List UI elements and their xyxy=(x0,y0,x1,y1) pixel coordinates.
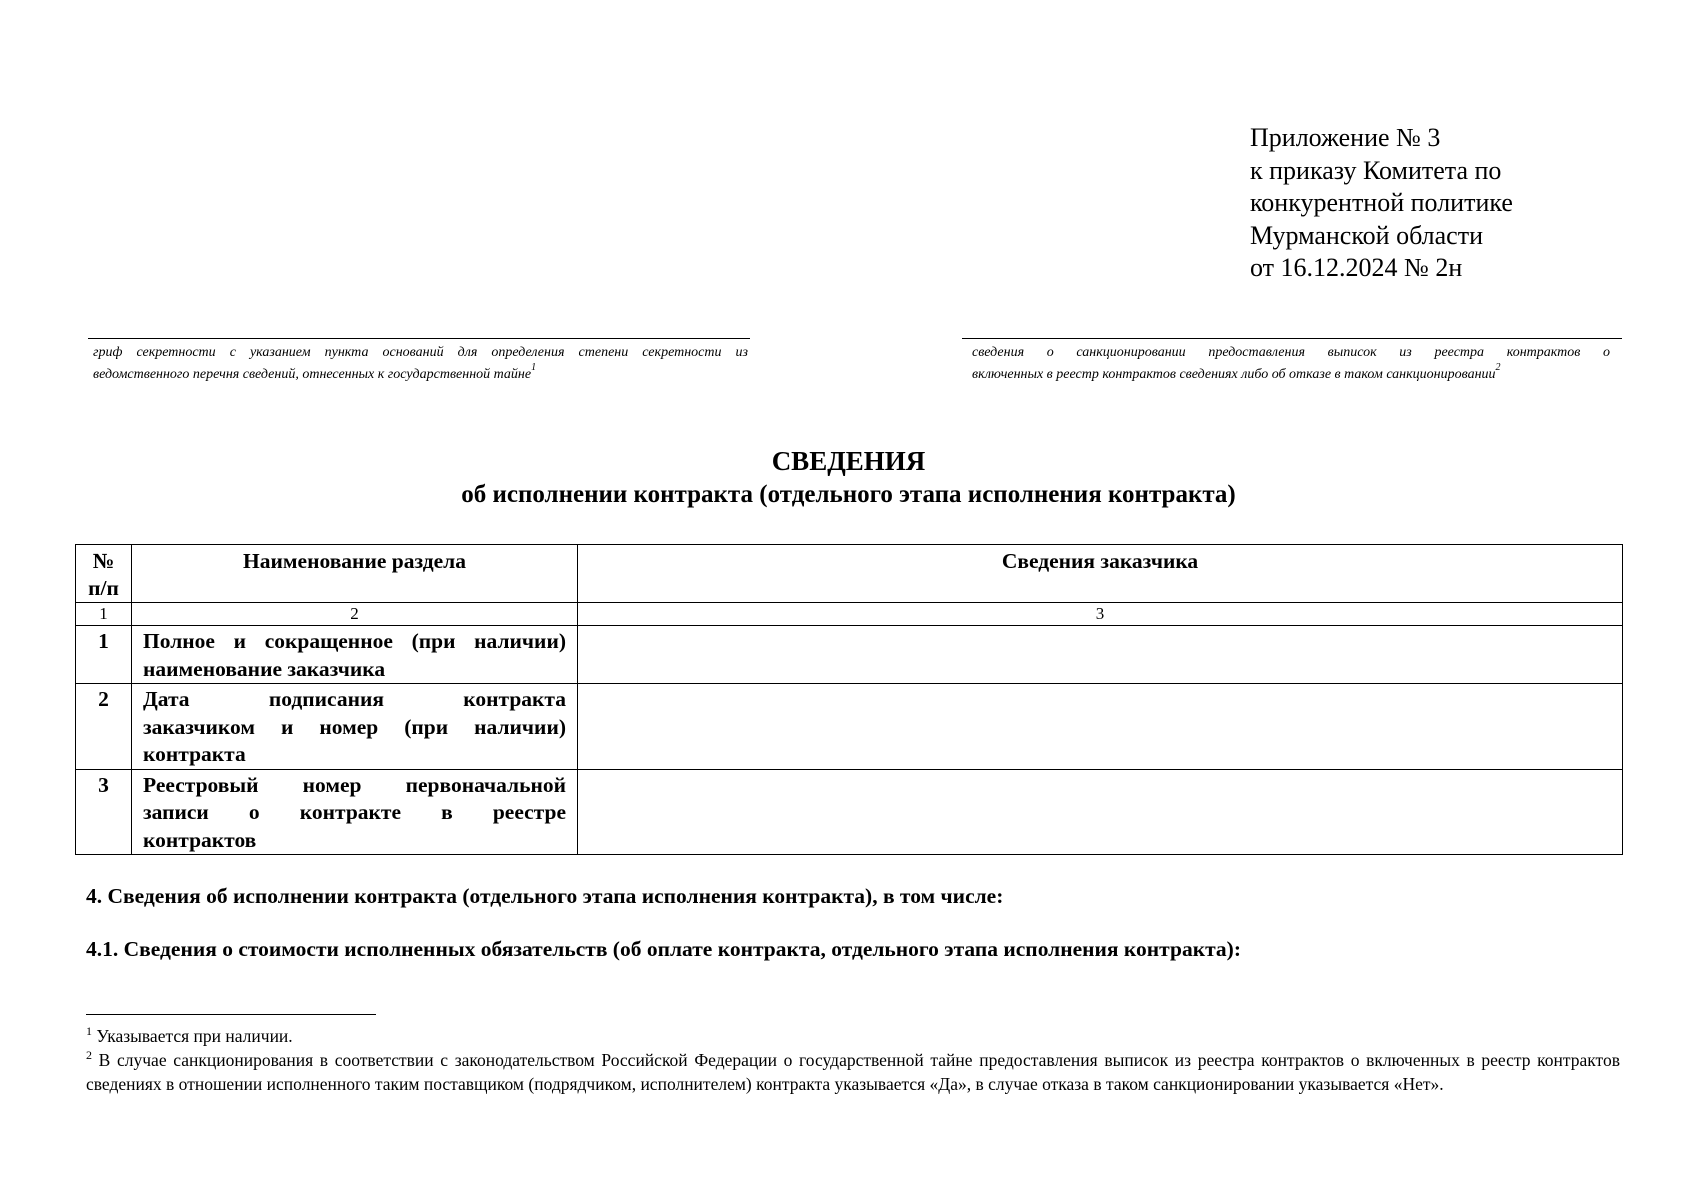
footnote-separator xyxy=(86,1014,376,1015)
row-number: 3 xyxy=(76,769,132,855)
appendix-line-5: от 16.12.2024 № 2н xyxy=(1250,253,1463,282)
row-section-name: Реестровый номер первоначальной записи о контракте в реестре контрактов xyxy=(132,769,578,855)
footnote-1-text: Указывается при наличии. xyxy=(92,1026,293,1046)
footnotes xyxy=(86,1024,1620,1096)
document-title: СВЕДЕНИЯ xyxy=(771,446,926,476)
table-header-row xyxy=(76,545,1623,603)
row-customer-info-cell[interactable] xyxy=(578,684,1623,770)
section-4-heading: 4. Сведения об исполнении контракта (отдельного этапа исполнения контракта), в том числе: xyxy=(86,884,1004,908)
header-number: № п/п xyxy=(76,545,132,603)
section-4-1-heading: 4.1. Сведения о стоимости исполненных обязательств (об оплате контракта, отдельного этапа исполнения контракта): xyxy=(86,937,1241,961)
appendix-line-4: Мурманской области xyxy=(1250,220,1483,250)
sanction-info-caption-line-1: сведения о санкционировании предоставления выписок из реестра контрактов о xyxy=(972,345,1610,360)
document-subtitle: об исполнении контракта (отдельного этапа исполнения контракта) xyxy=(461,481,1236,508)
row-number: 2 xyxy=(76,684,132,770)
sanction-info-caption-text: включенных в реестр контрактов сведениях либо об отказе в таком санкционировании xyxy=(972,367,1496,382)
sanction-info-field xyxy=(962,338,1622,386)
table-row xyxy=(76,626,1623,684)
row-section-name: Полное и сокращенное (при наличии) наименование заказчика xyxy=(132,626,578,684)
table-row xyxy=(76,769,1623,855)
appendix-line-1: Приложение № 3 xyxy=(1250,123,1441,152)
appendix-line-3: конкурентной политике xyxy=(1250,188,1513,217)
secrecy-stamp-caption-line-1: гриф секретности с указанием пункта оснований для определения степени секретности из xyxy=(93,345,748,360)
footnote-ref-1: 1 xyxy=(531,362,537,373)
secrecy-stamp-underline xyxy=(88,338,750,339)
row-section-name: Дата подписания контракта заказчиком и номер (при наличии) контракта xyxy=(132,684,578,770)
column-number-row xyxy=(76,603,1623,626)
column-number-3: 3 xyxy=(578,603,1623,626)
row-number: 1 xyxy=(76,626,132,684)
footnote-2-mark: 2 xyxy=(86,1048,92,1062)
contract-info-table xyxy=(75,544,1623,855)
secrecy-stamp-caption-text: ведомственного перечня сведений, отнесенных к государственной тайне xyxy=(93,367,532,382)
header-section-name: Наименование раздела xyxy=(132,545,578,603)
appendix-block xyxy=(1250,122,1513,285)
column-number-2: 2 xyxy=(132,603,578,626)
secrecy-stamp-caption-line-2 xyxy=(93,364,748,386)
footnote-ref-2: 2 xyxy=(1495,362,1501,373)
header-customer-info: Сведения заказчика xyxy=(578,545,1623,603)
sanction-info-underline xyxy=(962,338,1622,339)
table-row xyxy=(76,684,1623,770)
column-number-1: 1 xyxy=(76,603,132,626)
row-customer-info-cell[interactable] xyxy=(578,769,1623,855)
footnote-1 xyxy=(86,1024,1620,1048)
footnote-2-text: В случае санкционирования в соответствии с законодательством Российской Федерации о государственной тайне предоставления выписок из реестра контрактов о включенных в реестр контрактов сведениях в отношении исполненного таким поставщиком (подрядчиком, исполнителем) контракта указывается «Да», в случае отказа в таком санкционировании указывается «Нет». xyxy=(86,1050,1620,1094)
footnote-1-mark: 1 xyxy=(86,1024,92,1038)
footnote-2 xyxy=(86,1048,1620,1096)
secrecy-stamp-field xyxy=(88,338,748,386)
appendix-line-2: к приказу Комитета по xyxy=(1250,155,1502,185)
row-customer-info-cell[interactable] xyxy=(578,626,1623,684)
sanction-info-caption-line-2 xyxy=(972,364,1610,386)
